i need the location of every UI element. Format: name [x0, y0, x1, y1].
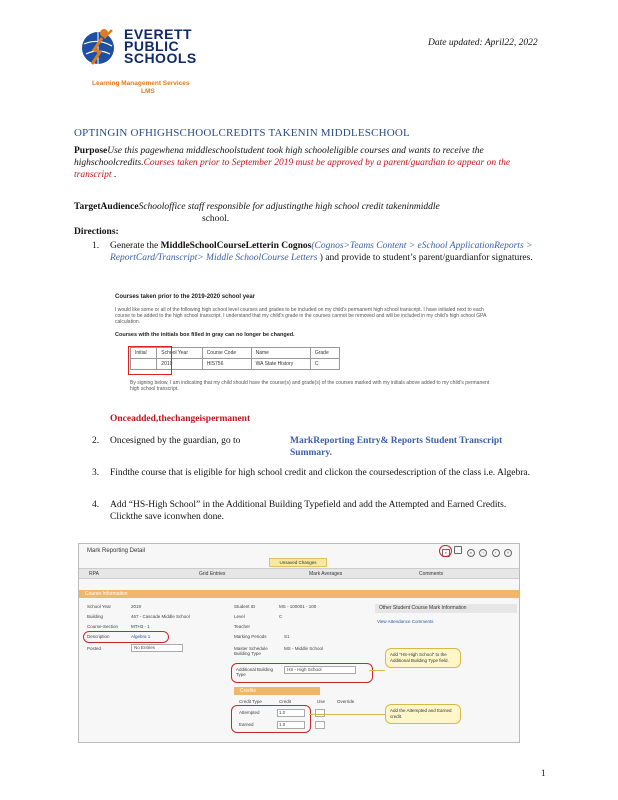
letter-cell-name: WA State History [251, 359, 310, 370]
credit-col-credit: Credit [279, 699, 292, 704]
mrd-tab-bar [79, 568, 519, 579]
credits-header[interactable]: Credits [234, 687, 320, 695]
other-info-link[interactable]: View Attendance Comments [377, 619, 434, 624]
description-highlight [83, 631, 169, 643]
save-highlight [439, 545, 452, 557]
field-school-year-label: School Year [87, 604, 112, 609]
field-course-section-value: MTH3 - 1 [131, 624, 150, 629]
field-posted-label: Posted [87, 646, 102, 651]
logo-word-2: PUBLIC [124, 38, 180, 54]
letter-col-code: Course Code [202, 348, 251, 359]
logo-sub-2: LMS [141, 88, 155, 95]
page-title: OPTINGIN OFHIGHSCHOOLCREDITS TAKENIN MIDDLESCHOOL [74, 127, 410, 139]
step1-letter-name: MiddleSchoolCourseLetterin Cognos [160, 241, 312, 251]
callout2-connector [309, 714, 385, 715]
field-building-value: 467 - Cascade Middle School [131, 614, 190, 619]
search-icon[interactable]: ⌕ [467, 549, 475, 557]
page-number: 1 [541, 768, 546, 778]
letter-heading: Courses taken prior to the 2019-2020 school year [115, 294, 256, 300]
course-letter-image [112, 292, 497, 404]
directions-label: Directions: [74, 227, 119, 237]
field-building-label: Building [87, 614, 104, 619]
audience-label: TargetAudience [74, 202, 139, 212]
step1-cognos-path[interactable]: (Cognos>Teams Content > eSchool ApplicationReports > ReportCard/Transcript> Middle SchoolCourse Letters [110, 241, 533, 263]
field-level-value: C [279, 614, 283, 619]
permanent-warning: Onceadded,thechangeispermanent [110, 414, 251, 424]
callout-credits: Add the Attempted and Earned credit. [385, 704, 461, 724]
step4-text: Add “HS-High School” in the Additional Building Typefield and add the Attempted and Earned Credits. Clickthe save iconwhen done. [110, 500, 507, 522]
audience-text-2: school. [202, 214, 230, 224]
credit-earned-label: Earned [239, 722, 254, 727]
callout-building-type: Add “HS-High School” to the Additional Building Type field. [385, 648, 461, 668]
field-description-value[interactable]: Algebra 1 [131, 634, 151, 639]
purpose-warning: Courses taken prior to September 2019 must be approved by a parent/guardian to appear on the transcript [74, 158, 511, 180]
field-teacher-label: Teacher [234, 624, 251, 629]
step1-text [110, 240, 535, 264]
letter-col-grade: Grade [310, 348, 339, 359]
tab-mark-averages[interactable]: Mark Averages [309, 571, 343, 577]
step2-text: Oncesigned by the guardian, go to [110, 436, 241, 446]
logo-sub-1: Learning Management Services [92, 80, 190, 87]
credit-attempted-use-checkbox[interactable] [315, 709, 325, 717]
menu-chevron-icon[interactable]: ˅ [504, 549, 512, 557]
step1-number: 1. [92, 241, 100, 251]
field-student-id-value: MS - 100001 - 100 [279, 604, 317, 609]
step1-a: Generate the [110, 241, 161, 251]
field-student-id-label: Student ID [234, 604, 256, 609]
logo-word-1: EVERETT [124, 26, 193, 42]
letter-col-name: Name [251, 348, 310, 359]
field-course-section-label: Course-Section [87, 624, 119, 629]
posted-select-value: No Entries [134, 645, 156, 650]
field-level-label: Level [234, 614, 245, 619]
save-icon[interactable]: ▪ [442, 549, 450, 557]
letter-col-initial: Initial [131, 348, 157, 359]
step4-number: 4. [92, 500, 100, 510]
field-master-building-value: MS - Middle School [284, 646, 324, 651]
additional-building-highlight [231, 663, 373, 683]
field-school-year-value: 2019 [131, 604, 142, 609]
letter-cell-grade: C [310, 359, 339, 370]
step1-c: ) and provide to student’s parent/guardianfor signatures. [317, 253, 533, 263]
credit-col-use: Use [317, 699, 326, 704]
credits-highlight [231, 705, 311, 733]
credit-col-override: Override [337, 699, 355, 704]
purpose-paragraph [74, 145, 534, 181]
callout1-connector [369, 670, 385, 671]
mrd-title: Mark Reporting Detail [87, 548, 146, 554]
field-marking-periods-label: Marking Periods [234, 634, 267, 639]
mark-reporting-detail-screenshot [78, 543, 520, 743]
step2-menu-path[interactable]: MarkReporting Entry& Reports Student Transcript Summary. [290, 436, 503, 458]
purpose-label: Purpose [74, 146, 108, 156]
logo-figure-icon [78, 24, 120, 68]
letter-cell-code: HIS756 [202, 359, 251, 370]
letter-cell-year: 2019 [157, 359, 202, 370]
purpose-text: Use this pagewhena middleschoolstudent took high schooleligible courses and wants to receive the highschoolcredits. [74, 146, 484, 168]
step3-number: 3. [92, 468, 100, 478]
field-master-building-label: Master Schedule Building Type [234, 646, 268, 656]
credit-earned-value: 1.0 [279, 722, 286, 727]
letter-subheading: Courses with the initials box filled in gray can no longer be changed. [115, 332, 295, 338]
credit-earned-use-checkbox[interactable] [315, 721, 325, 729]
credit-col-type: Credit Type [239, 699, 262, 704]
tab-rpa[interactable]: RPA [89, 571, 99, 577]
step2-number: 2. [92, 436, 100, 446]
additional-building-value: HS - High School [287, 667, 322, 672]
date-updated: Date updated: April22, 2022 [428, 38, 538, 48]
tab-grid-entries[interactable]: Grid Entries [199, 571, 226, 577]
purpose-end: . [111, 170, 117, 180]
letter-col-year: School Year [157, 348, 202, 359]
course-info-header[interactable]: Course Information [79, 590, 519, 598]
audience-text-1: Schooloffice staff responsible for adjustingthe high school credit takeninmiddle [138, 202, 440, 212]
audience-paragraph [74, 201, 534, 213]
logo-word-3: SCHOOLS [124, 50, 197, 66]
tab-comments[interactable]: Comments [419, 571, 444, 577]
step3-text: Findthe course that is eligible for high school credit and clickon the coursedescription of the class i.e. Algebra. [110, 468, 530, 478]
letter-footer: By signing below, I am indicating that my child should have the course(s) and grade(s) of the courses marked with my initials above added to my child's permanent high school transcript. [130, 380, 490, 392]
field-additional-building-label: Additional Building Type [236, 667, 274, 677]
step2-path [290, 435, 535, 459]
initial-highlight [128, 346, 172, 375]
forward-icon[interactable]: › [492, 549, 500, 557]
credit-attempted-value: 1.0 [279, 710, 286, 715]
other-info-header[interactable]: Other Student Course Mark Information [375, 604, 517, 613]
letter-body: I would like some or all of the following high school level courses and grades to be included on my child's permanent high school transcript. I have initialed next to each course to be added to the high school transcript. I understand that my child's grade in the courses cannot be removed and will be included in my child's high school GPA calculation. [115, 307, 487, 325]
notes-icon[interactable] [454, 546, 462, 554]
unsaved-badge: Unsaved Changes [269, 558, 327, 567]
credit-attempted-label: Attempted [239, 710, 260, 715]
back-icon[interactable]: ‹ [479, 549, 487, 557]
district-logo [78, 24, 228, 98]
field-marking-periods-value: S1 [284, 634, 290, 639]
field-description-label: Description [87, 634, 110, 639]
